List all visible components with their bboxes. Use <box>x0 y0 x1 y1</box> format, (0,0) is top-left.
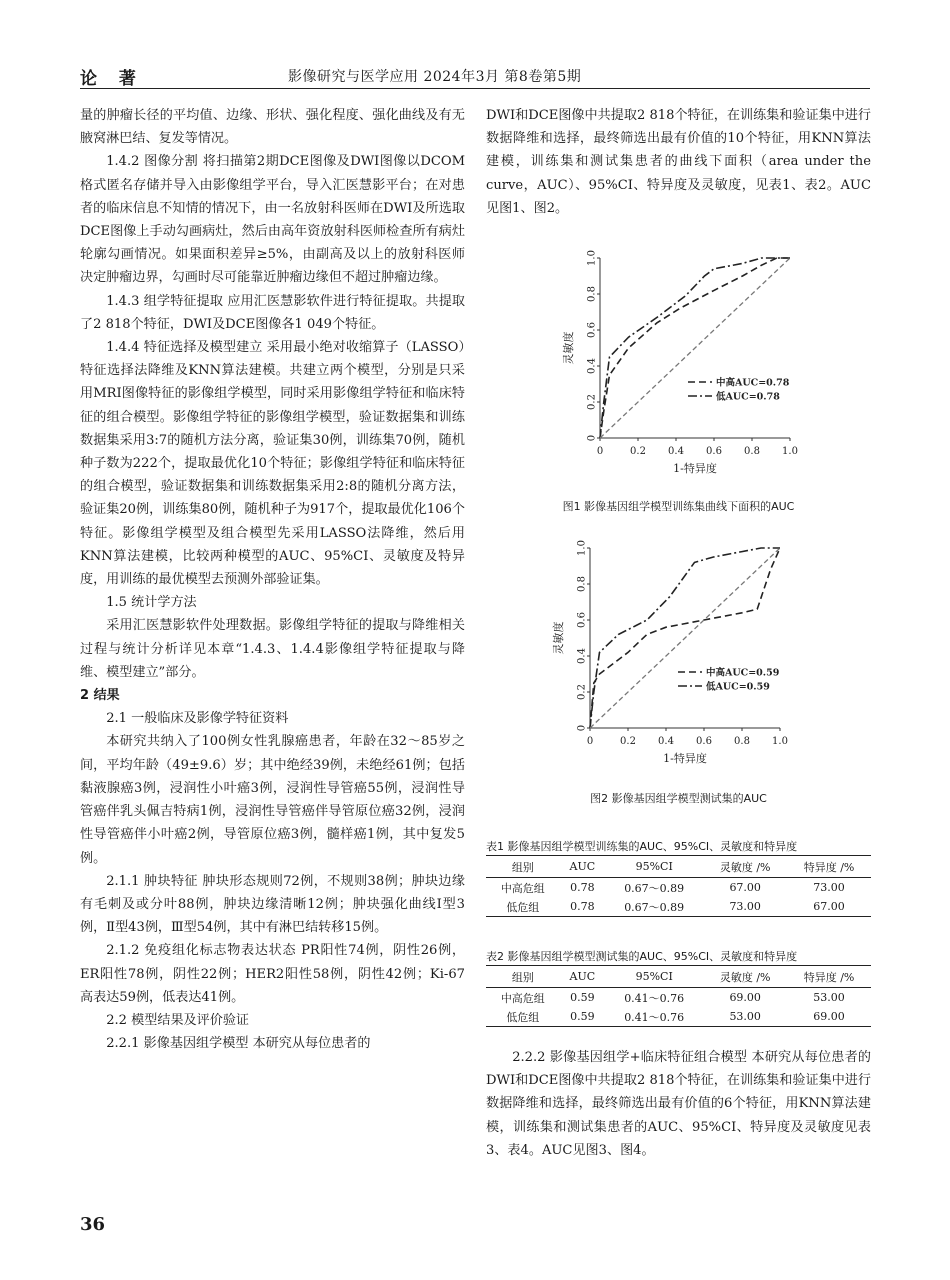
left-column <box>80 104 465 1055</box>
y-tick-label: 1.0 <box>576 540 588 556</box>
x-tick-label: 1.0 <box>782 446 798 457</box>
x-tick-label: 0.8 <box>734 736 750 747</box>
x-tick-label: 1.0 <box>772 736 788 747</box>
x-tick-label: 0.6 <box>706 446 722 457</box>
x-axis-label: 1-特异度 <box>663 752 707 765</box>
x-tick-label: 0 <box>596 446 604 457</box>
y-tick-label: 0 <box>586 434 598 442</box>
table2-header: 95%CI <box>605 966 703 988</box>
figure2-caption: 图2 影像基因组学模型测试集的AUC <box>590 792 767 805</box>
table2 <box>486 965 871 1027</box>
table-cell: 0.67～0.89 <box>624 881 685 895</box>
table1-title: 表1 影像基因组学模型训练集的AUC、95%CI、灵敏度和特异度 <box>486 840 798 853</box>
table1-header: 特异度 /% <box>787 856 871 878</box>
right-column-top <box>486 104 871 220</box>
table1 <box>486 855 871 917</box>
journal-header: 影像研究与医学应用 2024年3月 第8卷第5期 <box>288 69 582 85</box>
paragraph: 1.5 统计学方法 <box>106 595 197 611</box>
x-tick-label: 0.6 <box>696 736 712 747</box>
header-rule <box>80 88 870 89</box>
table-cell: 67.00 <box>787 897 871 917</box>
table-cell: 0.41～0.76 <box>624 991 685 1005</box>
y-tick-label: 0.8 <box>586 286 598 302</box>
legend-label: 中高AUC=0.78 <box>716 377 790 389</box>
table-cell: 中高危组 <box>500 991 545 1005</box>
roc-chart-1 <box>560 244 810 493</box>
table1-header: 组别 <box>486 856 560 878</box>
y-axis-label: 灵敏度 <box>562 331 575 365</box>
paragraph: 本研究共纳入了100例女性乳腺癌患者，年龄在32～85岁之间，平均年龄（49±9.6）岁；其中绝经39例，未绝经61例；包括黏液腺癌3例，浸润性小叶癌3例，浸润性导管癌55例，浸润性导管癌伴乳头佩吉特病1例，浸润性导管癌伴导管原位癌32例，浸润性导管癌伴小叶癌2例，导管原位癌3例，髓样癌1例，其中复发5例。 <box>80 734 465 866</box>
table-cell: 53.00 <box>813 991 845 1004</box>
paragraph: 2.2.2 影像基因组学+临床特征组合模型 本研究从每位患者的DWI和DCE图像中共提取2 818个特征，在训练集和验证集中进行数据降维和选择，最终筛选出最有价值的6个特征，用KNN算法建模，训练集和测试集患者的AUC、95%CI、特异度及灵敏度见表3、表4。AUC见图3、图4。 <box>486 1050 871 1158</box>
table-row <box>486 988 871 1008</box>
table-cell: 0.59 <box>560 1007 605 1027</box>
paragraph: 1.4.3 组学特征提取 应用汇医慧影软件进行特征提取。共提取了2 818个特征，DWI及DCE图像各1 049个特征。 <box>80 293 465 332</box>
table-cell: 67.00 <box>729 881 761 894</box>
paragraph: 采用汇医慧影软件处理数据。影像组学特征的提取与降维相关过程与统计分析详见本章“1.4.3、1.4.4影像组学特征提取与降维、模型建立”部分。 <box>80 618 465 680</box>
roc-chart-2-svg <box>550 534 800 779</box>
table-cell: 0.41～0.76 <box>605 1007 703 1027</box>
paragraph: 1.4.4 特征选择及模型建立 采用最小绝对收缩算子（LASSO）特征选择法降维及KNN算法建模。共建立两个模型，分别是只采用MRI图像特征的影像组学模型，同时采用影像组学特征和临床特征的组合模型。影像组学特征的影像组学模型，验证数据集和训练数据集采用3:7的随机方法分离，验证集30例，训练集70例，随机种子数为222个，提取最优化10个特征；影像组学特征和临床特征的组合模型，验证数据集和训练数据集采用2:8的随机分离方法，验证集20例，训练集80例，随机种子为917个，提取最优化106个特征。影像组学模型及组合模型先采用LASSO法降维，然后用KNN算法建模，比较两种模型的AUC、95%CI、灵敏度及特异度，用训练的最优模型去预测外部验证集。 <box>80 340 465 588</box>
paragraph: 2.1.2 免疫组化标志物表达状态 PR阳性74例，阴性26例，ER阳性78例，阴性22例；HER2阳性58例，阴性42例；Ki-67 高表达59例，低表达41例。 <box>80 943 465 1005</box>
legend-label: 低AUC=0.78 <box>716 391 780 403</box>
y-tick-label: 0.4 <box>576 648 588 664</box>
table2-title: 表2 影像基因组学模型测试集的AUC、95%CI、灵敏度和特异度 <box>486 950 798 963</box>
section-label: 论 著 <box>80 69 144 89</box>
table-cell: 69.00 <box>729 991 761 1004</box>
paragraph: 2.1.1 肿块特征 肿块形态规则72例，不规则38例；肿块边缘有毛刺及或分叶88例，肿块边缘清晰12例；肿块强化曲线Ⅰ型3例，Ⅱ型43例，Ⅲ型54例，其中有淋巴结转移15例。 <box>80 873 465 936</box>
table-row <box>486 878 871 898</box>
y-tick-label: 0.2 <box>576 684 588 700</box>
x-tick-label: 0.4 <box>668 446 684 457</box>
table-cell: 0.78 <box>570 881 595 894</box>
table-row <box>486 897 871 917</box>
table-cell: 0.59 <box>570 991 595 1004</box>
right-column-bottom <box>486 1046 871 1162</box>
table-cell: 低危组 <box>486 897 560 917</box>
table-cell: 0.78 <box>560 897 605 917</box>
y-tick-label: 0.6 <box>586 322 598 338</box>
figure1-caption: 图1 影像基因组学模型训练集曲线下面积的AUC <box>562 500 795 513</box>
x-tick-label: 0.8 <box>744 446 760 457</box>
x-tick-label: 0 <box>586 736 594 747</box>
table1-header: 灵敏度 /% <box>703 856 787 878</box>
legend-label: 中高AUC=0.59 <box>706 667 780 679</box>
paragraph: 2.2.1 影像基因组学模型 本研究从每位患者的 <box>106 1036 371 1052</box>
table-cell: 73.00 <box>813 881 845 894</box>
table1-header: AUC <box>560 856 605 878</box>
y-tick-label: 0 <box>576 724 588 732</box>
x-axis-label: 1-特异度 <box>673 462 717 475</box>
table-cell: 低危组 <box>486 1007 560 1027</box>
table2-header: 灵敏度 /% <box>703 966 787 988</box>
y-axis-label: 灵敏度 <box>552 621 565 655</box>
paragraph: 量的肿瘤长径的平均值、边缘、形状、强化程度、强化曲线及有无腋窝淋巴结、复发等情况。 <box>80 108 465 147</box>
table-row <box>486 1007 871 1027</box>
y-tick-label: 0.4 <box>586 358 598 374</box>
table2-header: 特异度 /% <box>787 966 871 988</box>
table-cell: 73.00 <box>703 897 787 917</box>
legend-label: 低AUC=0.59 <box>706 681 770 693</box>
x-tick-label: 0.2 <box>620 736 636 747</box>
table-cell: 69.00 <box>787 1007 871 1027</box>
paragraph: DWI和DCE图像中共提取2 818个特征，在训练集和验证集中进行数据降维和选择，最终筛选出最有价值的10个特征，用KNN算法建模，训练集和测试集患者的曲线下面积（area under the curve，AUC）、95%CI、特异度及灵敏度，见表1、表2。AUC见图1、图2。 <box>486 108 871 216</box>
page-number: 36 <box>80 1214 106 1235</box>
x-tick-label: 0.4 <box>658 736 674 747</box>
table2-header: AUC <box>560 966 605 988</box>
table-cell: 0.67～0.89 <box>605 897 703 917</box>
section-heading: 2 结果 <box>80 688 120 704</box>
paragraph: 2.2 模型结果及评价验证 <box>106 1012 250 1028</box>
table1-header: 95%CI <box>605 856 703 878</box>
table2-header: 组别 <box>486 966 560 988</box>
y-tick-label: 0.6 <box>576 612 588 628</box>
paragraph: 1.4.2 图像分割 将扫描第2期DCE图像及DWI图像以DCOM格式匿名存储并导入由影像组学平台，导入汇医慧影平台；在对患者的临床信息不知情的情况下，由一名放射科医师在DWI及所选取DCE图像上手动勾画病灶，然后由高年资放射科医师检查所有病灶轮廓勾画情况。如果面积差异≥5%，由副高及以上的放射科医师决定肿瘤边界，勾画时尽可能靠近肿瘤边缘但不超过肿瘤边缘。 <box>80 154 465 286</box>
y-tick-label: 1.0 <box>586 250 598 266</box>
roc-chart-1-svg <box>560 244 810 489</box>
x-tick-label: 0.2 <box>630 446 646 457</box>
table-cell: 中高危组 <box>500 881 545 895</box>
y-tick-label: 0.8 <box>576 576 588 592</box>
roc-chart-2 <box>550 534 800 783</box>
paragraph: 2.1 一般临床及影像学特征资料 <box>106 711 289 727</box>
y-tick-label: 0.2 <box>586 394 598 410</box>
table-cell: 53.00 <box>703 1007 787 1027</box>
